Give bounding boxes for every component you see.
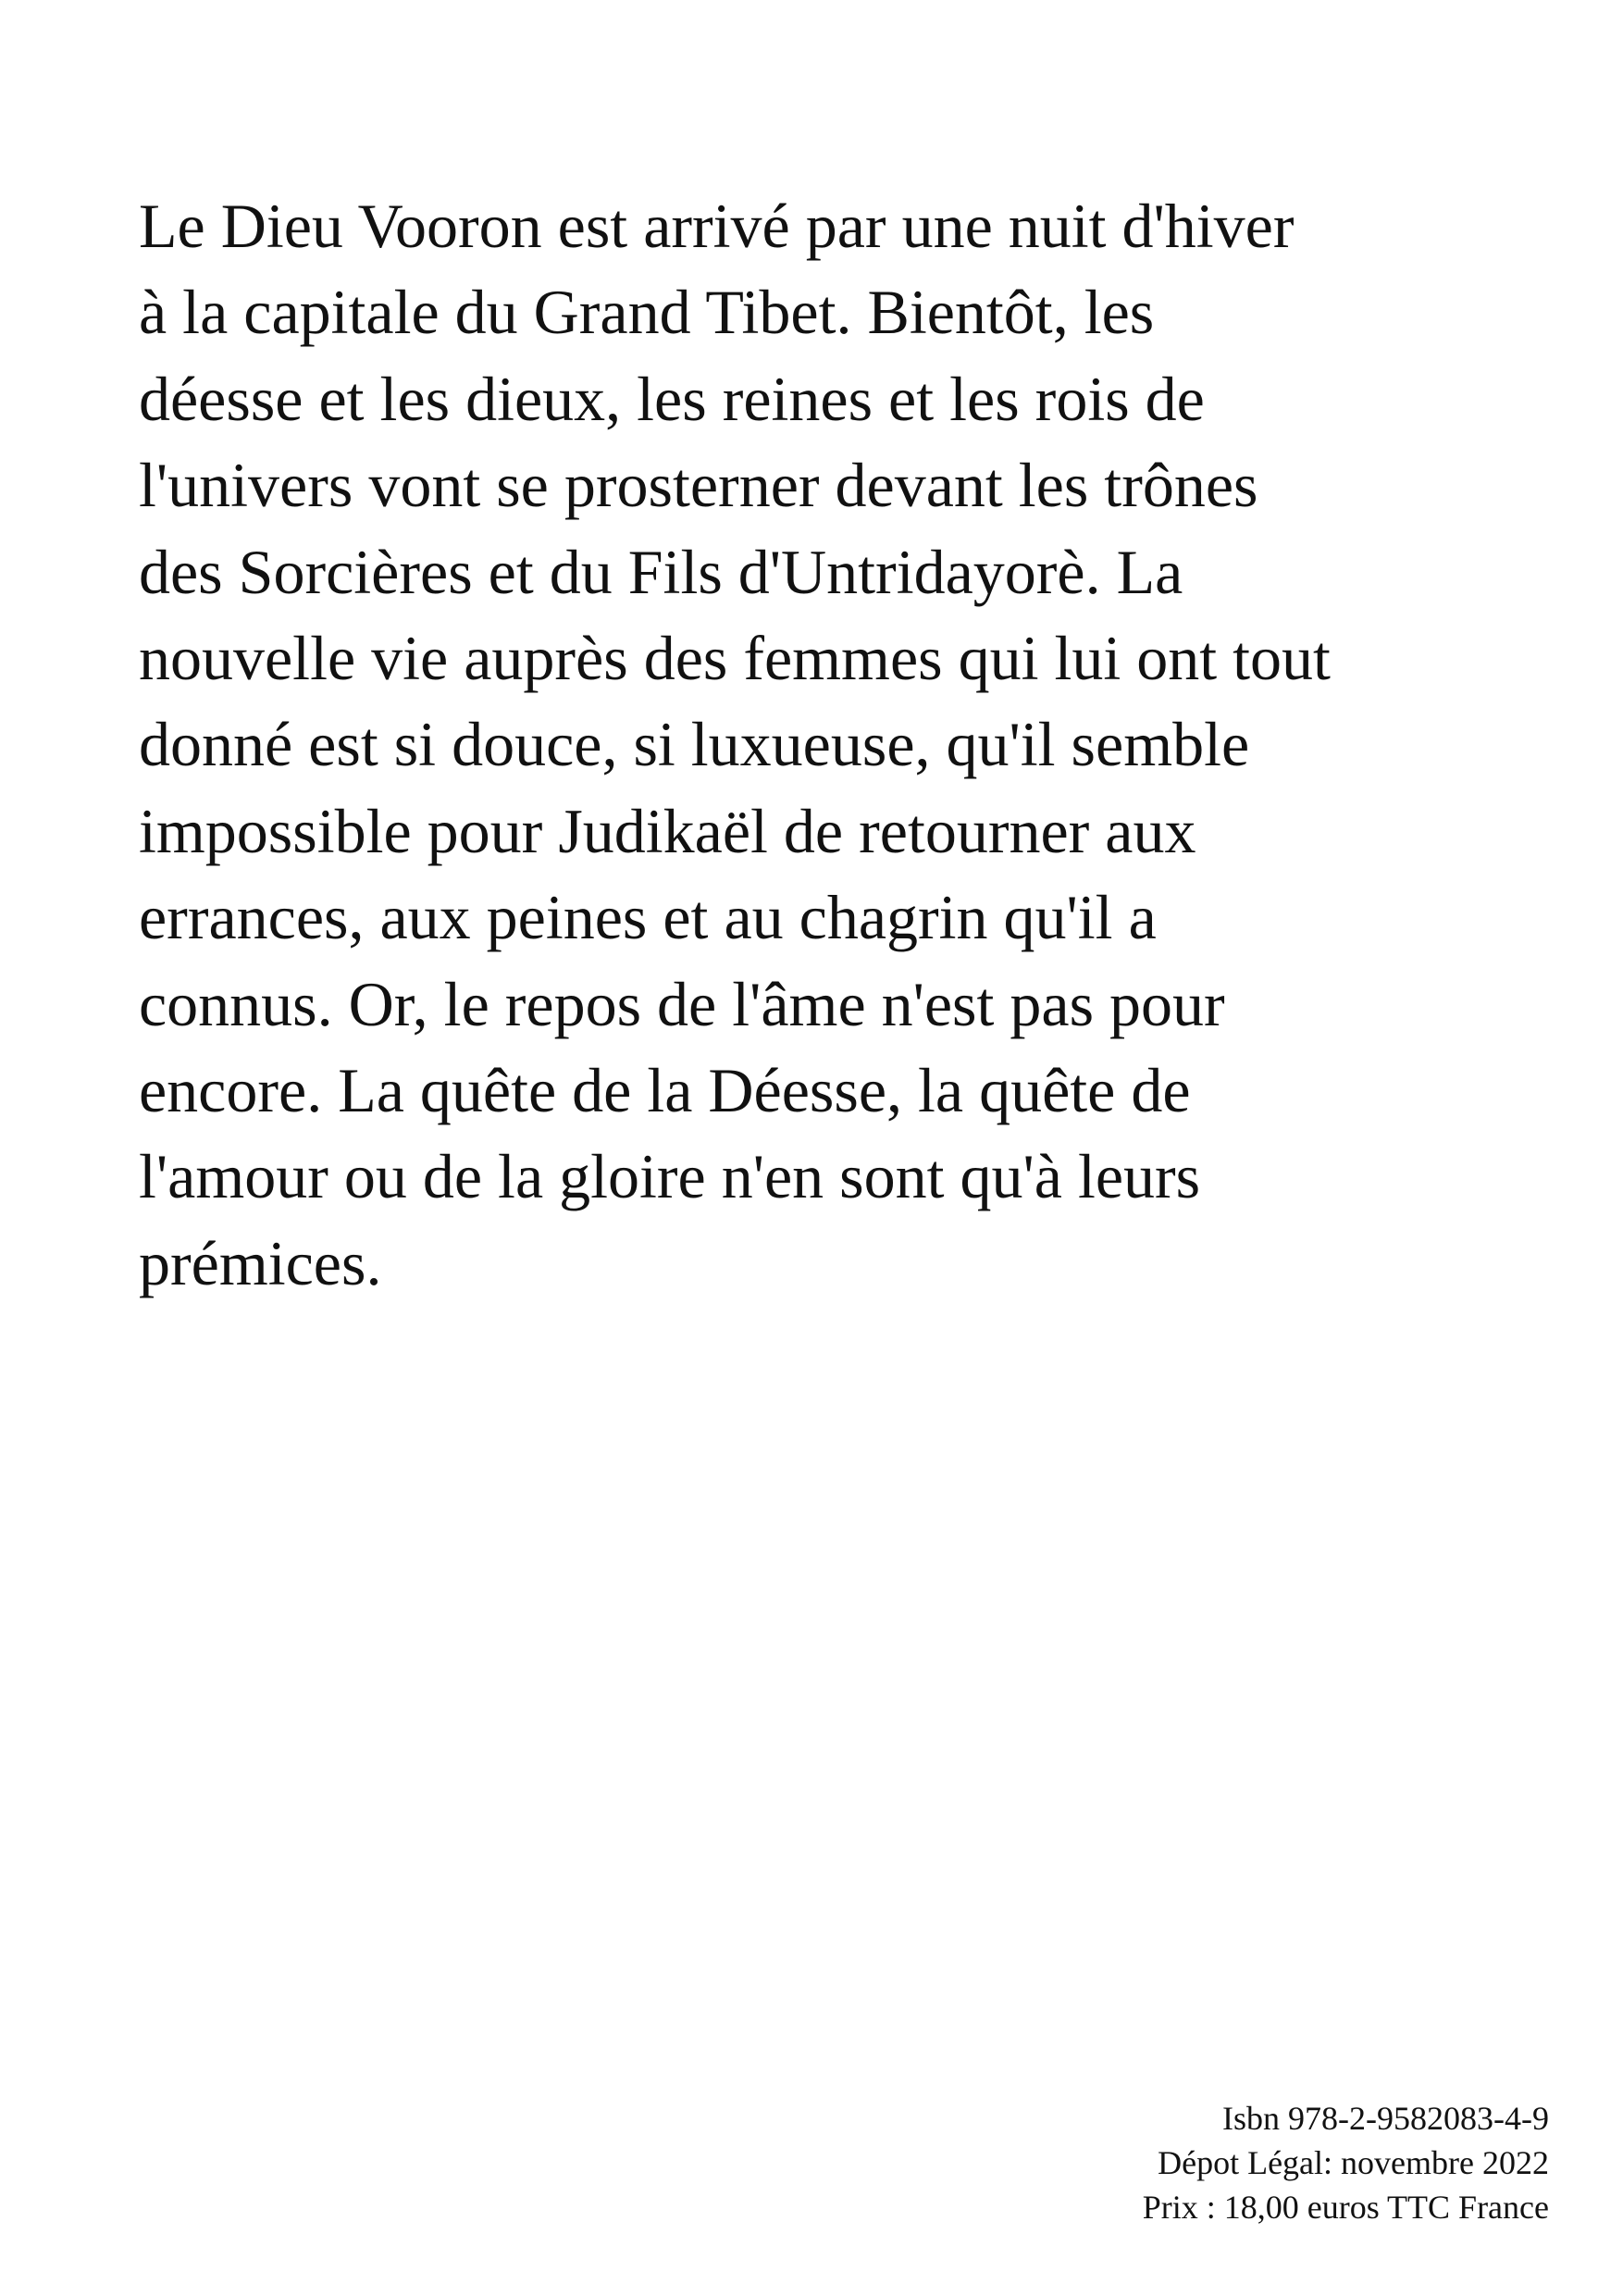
blurb-line: nouvelle vie auprès des femmes qui lui ont tout bbox=[139, 623, 1331, 694]
isbn-text: Isbn 978-2-9582083-4-9 bbox=[1222, 2100, 1549, 2137]
imprint-block bbox=[1143, 2096, 1549, 2229]
blurb-line: l'univers vont se prosterner devant les trônes bbox=[139, 450, 1258, 521]
book-blurb bbox=[139, 183, 1527, 1307]
blurb-line: prémices. bbox=[139, 1227, 382, 1298]
legal-deposit-text: Dépot Légal: novembre 2022 bbox=[1158, 2144, 1549, 2181]
blurb-line: errances, aux peines et au chagrin qu'il a bbox=[139, 882, 1157, 953]
blurb-line: Le Dieu Vooron est arrivé par une nuit d'hiver bbox=[139, 191, 1295, 261]
blurb-line: connus. Or, le repos de l'âme n'est pas pour bbox=[139, 968, 1225, 1039]
blurb-line: impossible pour Judikaël de retourner aux bbox=[139, 795, 1196, 866]
blurb-line: des Sorcières et du Fils d'Untridayorè. La bbox=[139, 536, 1183, 607]
blurb-line: à la capitale du Grand Tibet. Bientôt, les bbox=[139, 277, 1155, 348]
blurb-line: donné est si douce, si luxueuse, qu'il semble bbox=[139, 709, 1250, 780]
blurb-line: l'amour ou de la gloire n'en sont qu'à leurs bbox=[139, 1141, 1201, 1212]
price-text: Prix : 18,00 euros TTC France bbox=[1142, 2189, 1549, 2226]
blurb-line: encore. La quête de la Déesse, la quête de bbox=[139, 1055, 1191, 1126]
blurb-line: déesse et les dieux, les reines et les rois de bbox=[139, 363, 1205, 434]
